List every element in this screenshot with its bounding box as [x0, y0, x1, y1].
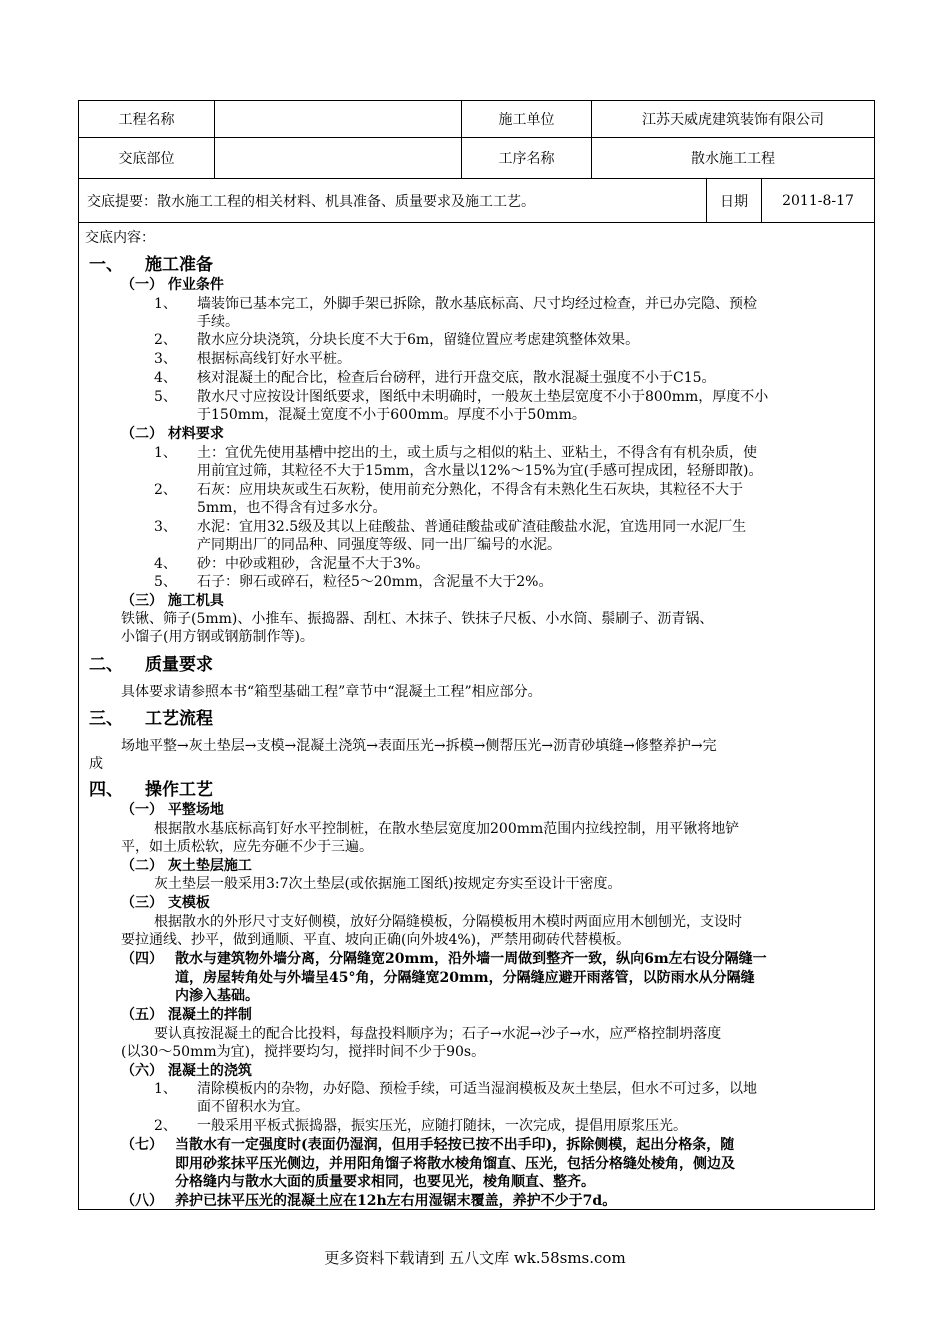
- item-number: 2、: [154, 482, 177, 498]
- section-4-num: 四、: [89, 780, 123, 800]
- subsection-4-3: （三） 支模板: [121, 895, 210, 911]
- paragraph: 要拉通线、抄平，做到通顺、平直、坡向正确(向外坡4%)，严禁用砌砖代替模板。: [121, 932, 631, 948]
- section-3-title: 工艺流程: [145, 709, 213, 729]
- flow-text: 成: [89, 756, 103, 772]
- project-name-label: 工程名称: [79, 101, 215, 137]
- item-text: 清除模板内的杂物，办好隐、预检手续，可适当湿润模板及灰土垫层，但水不可过多，以地: [197, 1081, 757, 1097]
- section-2-num: 二、: [89, 655, 123, 675]
- item-number: 1、: [154, 1081, 177, 1097]
- item-number: 3、: [154, 519, 177, 535]
- subsection-4-5: （五） 混凝土的拌制: [121, 1007, 252, 1023]
- item-text: 核对混凝土的配合比，检查后台磅秤，进行开盘交底，散水混凝土强度不小于C15。: [197, 370, 716, 386]
- unit-label: 施工单位: [462, 101, 592, 137]
- item-text: 散水应分块浇筑，分块长度不大于6m，留缝位置应考虑建筑整体效果。: [197, 332, 640, 348]
- subsection-4-6: （六） 混凝土的浇筑: [121, 1063, 252, 1079]
- flow-text: 场地平整→灰土垫层→支模→混凝土浇筑→表面压光→拆模→侧帮压光→沥青砂填缝→修整养护→完: [121, 738, 717, 754]
- item-number: 4、: [154, 370, 177, 386]
- subsection-text: 当散水有一定强度时(表面仍湿润，但用手轻按已按不出手印)，拆除侧模，起出分格条，随: [175, 1137, 735, 1153]
- item-number: 1、: [154, 445, 177, 461]
- item-number: 1、: [154, 296, 177, 312]
- section-2-title: 质量要求: [145, 655, 213, 675]
- item-text: 砂：中砂或粗砂，含泥量不大于3%。: [197, 556, 430, 572]
- content-intro: 交底内容：: [85, 230, 155, 246]
- footer-link-text: 更多资料下载请到 五八文库 wk.58sms.com: [324, 1249, 626, 1267]
- item-number: 2、: [154, 332, 177, 348]
- section-4-title: 操作工艺: [145, 780, 213, 800]
- subsection-4-7-continued: 即用砂浆抹平压光侧边，并用阳角馏子将散水棱角馏直、压光，包括分格缝处棱角，侧边及: [175, 1156, 735, 1172]
- section-3-num: 三、: [89, 709, 123, 729]
- item-number: 4、: [154, 556, 177, 572]
- tools-text: 小馏子(用方钢或钢筋制作等)。: [121, 629, 314, 645]
- process-label: 工序名称: [462, 138, 592, 178]
- section-1-num: 一、: [89, 255, 123, 275]
- item-number: 2、: [154, 1118, 177, 1134]
- process-value: 散水施工工程: [691, 151, 775, 167]
- subsection-4-1: （一） 平整场地: [121, 802, 224, 818]
- header-row-2: [79, 138, 874, 179]
- date-label: 日期: [707, 179, 762, 222]
- subsection-4-2: （二） 灰土垫层施工: [121, 858, 252, 874]
- item-text: 用前宜过筛，其粒径不大于15mm，含水量以12%～15%为宜(手感可捏成团，轻掰即散)。: [197, 463, 763, 479]
- paragraph: 根据散水基底标高钉好水平控制桩，在散水垫层宽度加200mm范围内拉线控制，用平锹将地铲: [154, 821, 740, 837]
- subsection-number: （四）: [121, 951, 163, 967]
- subsection-4-7-continued: 分格缝内与散水大面的质量要求相同，也要见光，棱角顺直、整齐。: [175, 1174, 595, 1190]
- item-text: 一般采用平板式振捣器，振实压光，应随打随抹，一次完成，提倡用原浆压光。: [197, 1118, 687, 1134]
- date-value: 2011-8-17: [782, 192, 854, 209]
- paragraph: 要认真按混凝土的配合比投料，每盘投料顺序为；石子→水泥→沙子→水，应严格控制坍落度: [154, 1026, 722, 1042]
- item-text: 石子：卵石或碎石，粒径5～20mm，含泥量不大于2%。: [197, 574, 553, 590]
- item-text: 散水尺寸应按设计图纸要求，图纸中未明确时，一般灰土垫层宽度不小于800mm，厚度不小: [197, 389, 769, 405]
- item-text: 石灰：应用块灰或生石灰粉，使用前充分熟化，不得含有未熟化生石灰块，其粒径不大于: [197, 482, 743, 498]
- item-text: 土：宜优先使用基槽中挖出的土，或土质与之相似的粘土、亚粘土，不得含有有机杂质，使: [197, 445, 757, 461]
- subsection-4-4-continued: 内渗入基础。: [175, 988, 259, 1004]
- subsection-text: 养护已抹平压光的混凝土应在12h左右用湿锯末覆盖，养护不少于7d。: [175, 1193, 617, 1209]
- paragraph: 根据散水的外形尺寸支好侧模，放好分隔缝模板，分隔模板用木模时两面应用木刨刨光，支设时: [154, 914, 742, 930]
- disclosure-form: [78, 100, 875, 1210]
- unit-value: 江苏天威虎建筑装饰有限公司: [642, 112, 824, 128]
- paragraph: 灰土垫层一般采用3:7次土垫层(或依据施工图纸)按规定夯实至设计干密度。: [154, 876, 622, 892]
- quality-text: 具体要求请参照本书“箱型基础工程”章节中“混凝土工程”相应部分。: [121, 684, 542, 700]
- disclosure-content: [79, 230, 874, 1209]
- item-text: 产同期出厂的同品种、同强度等级、同一出厂编号的水泥。: [197, 537, 561, 553]
- subsection-number: （八）: [121, 1193, 163, 1209]
- item-number: 3、: [154, 351, 177, 367]
- header-row-3: [79, 179, 874, 223]
- subsection-1-3: （三） 施工机具: [121, 593, 224, 609]
- subsection-1-1: （一） 作业条件: [121, 277, 224, 293]
- item-text: 5mm，也不得含有过多水分。: [197, 500, 387, 516]
- item-number: 5、: [154, 389, 177, 405]
- subsection-number: （七）: [121, 1137, 163, 1153]
- item-text: 于150mm，混凝土宽度不小于600mm。厚度不小于50mm。: [197, 407, 586, 423]
- paragraph: (以30～50mm为宜)，搅拌要均匀，搅拌时间不少于90s。: [121, 1044, 486, 1060]
- item-text: 墙装饰已基本完工，外脚手架已拆除，散水基底标高、尺寸均经过检查，并已办完隐、预检: [197, 296, 757, 312]
- subsection-text: 散水与建筑物外墙分离，分隔缝宽20mm，沿外墙一周做到整齐一致，纵向6m左右设分隔缝一: [175, 951, 767, 967]
- item-text: 根据标高线钉好水平桩。: [197, 351, 351, 367]
- project-name-value: [215, 101, 462, 137]
- part-value: [215, 138, 462, 178]
- item-text: 手续。: [197, 314, 239, 330]
- subsection-1-2: （二） 材料要求: [121, 426, 224, 442]
- item-number: 5、: [154, 574, 177, 590]
- paragraph: 平，如土质松软，应先夯砸不少于三遍。: [121, 839, 373, 855]
- tools-text: 铁锹、筛子(5mm)、小推车、振捣器、刮杠、木抹子、铁抹子尺板、小水筒、鬃刷子、沥青锅、: [121, 611, 714, 627]
- summary: 交底提要：散水施工工程的相关材料、机具准备、质量要求及施工工艺。: [79, 179, 707, 222]
- subsection-4-4-continued: 道，房屋转角处与外墙呈45°角，分隔缝宽20mm，分隔缝应避开雨落管，以防雨水从分隔缝: [175, 970, 755, 986]
- section-1-title: 施工准备: [145, 255, 213, 275]
- part-label: 交底部位: [79, 138, 215, 178]
- item-text: 水泥：宜用32.5级及其以上硅酸盐、普通硅酸盐或矿渣硅酸盐水泥，宜选用同一水泥厂生: [197, 519, 747, 535]
- header-row-1: [79, 101, 874, 138]
- item-text: 面不留积水为宜。: [197, 1099, 309, 1115]
